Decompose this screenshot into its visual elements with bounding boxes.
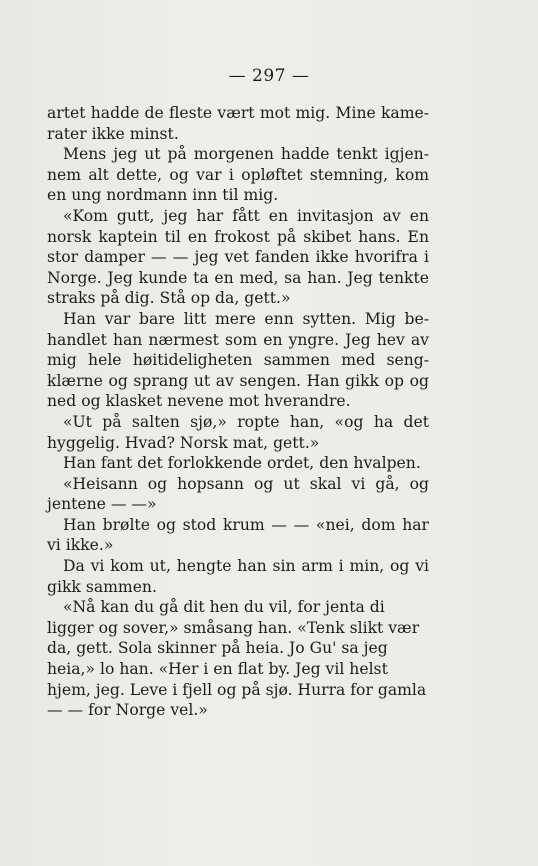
paragraph: Mens jeg ut på morgenen hadde tenkt igjen-nem alt dette, og var i opløftet stemning, kom en ung nordmann inn til mig. xyxy=(47,145,429,205)
paragraph: «Ut på salten sjø,» ropte han, «og ha det hyggelig. Hvad? Norsk mat, gett.» xyxy=(47,412,429,452)
paragraph: Han brølte og stod krum — — «nei, dom har vi ikke.» xyxy=(47,515,429,555)
page-number: — 297 — xyxy=(228,66,310,86)
paragraph: «Heisann og hopsann og ut skal vi gå, og jentene — —» xyxy=(47,474,429,514)
paragraph: «Nå kan du gå dit hen du vil, for jenta di ligger og sover,» småsang han. «Tenk slikt vær da, gett. Sola skinner på heia. Jo Gu' sa jeg heia,» lo han. «Her i en flat by. Jeg vil helst hjem, jeg. Leve i fjell og på sjø. Hurra for gamla — — for Norge vel.» xyxy=(47,598,427,720)
paragraph: Han var bare litt mere enn sytten. Mig be-handlet han nærmest som en yngre. Jeg hev av mig hele høitideligheten sammen med seng-klærne og sprang ut av sengen. Han gikk op og ned og klasket nevene mot hverandre. xyxy=(47,309,429,411)
body-text xyxy=(47,103,429,721)
paragraph: artet hadde de fleste vært mot mig. Mine kame-rater ikke minst. xyxy=(47,104,429,143)
paragraph: Da vi kom ut, hengte han sin arm i min, og vi gikk sammen. xyxy=(47,557,429,596)
paragraph: Han fant det forlokkende ordet, den hvalpen. xyxy=(63,454,421,473)
paragraph: «Kom gutt, jeg har fått en invitasjon av en norsk kaptein til en frokost på skibet hans. En stor damper — — jeg vet fanden ikke hvorifra i Norge. Jeg kunde ta en med, sa han. Jeg tenkte straks på dig. Stå op da, gett.» xyxy=(47,206,429,308)
